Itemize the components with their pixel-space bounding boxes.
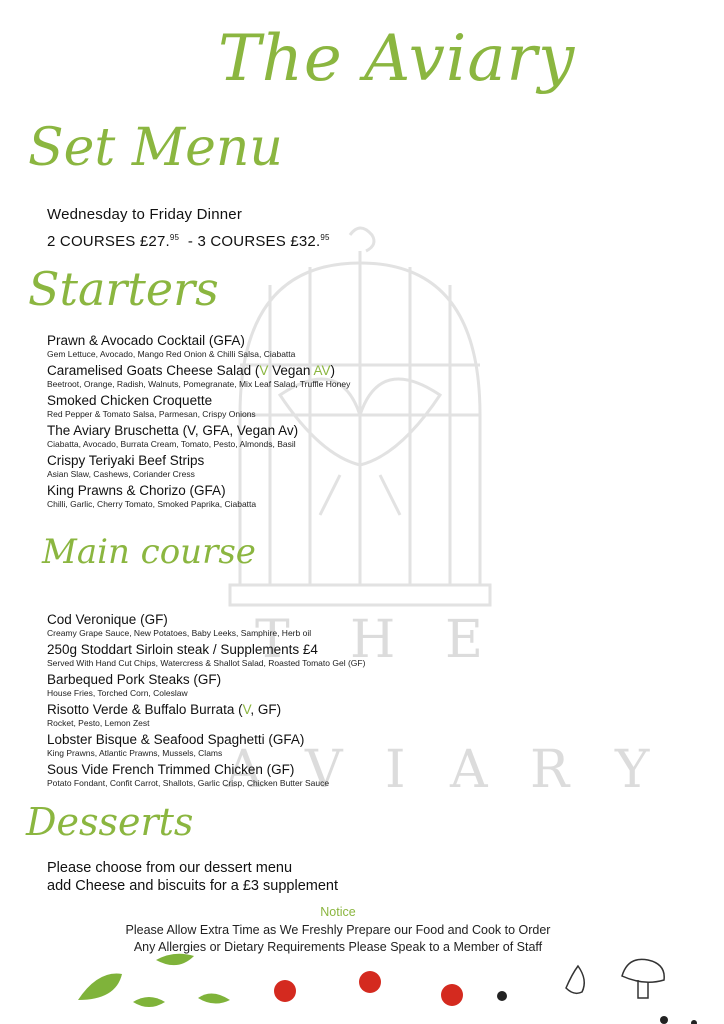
starters-list bbox=[47, 333, 567, 513]
notice-line: Any Allergies or Dietary Requirements Please Speak to a Member of Staff bbox=[133, 940, 543, 954]
item-name bbox=[47, 702, 567, 718]
item-description: King Prawns, Atlantic Prawns, Mussels, Clams bbox=[47, 748, 223, 758]
item-name-part: Vegan bbox=[268, 363, 314, 378]
dessert-line: add Cheese and biscuits for a £3 supplement bbox=[47, 878, 338, 894]
menu-item bbox=[47, 393, 567, 420]
dinner-days: Wednesday to Friday Dinner bbox=[47, 206, 243, 223]
item-name: Crispy Teriyaki Beef Strips bbox=[47, 453, 205, 468]
item-name: 250g Stoddart Sirloin steak / Supplements £4 bbox=[47, 642, 318, 657]
menu-item bbox=[47, 333, 567, 360]
menu-item bbox=[47, 423, 567, 450]
item-name bbox=[47, 363, 567, 379]
item-description: Asian Slaw, Cashews, Coriander Cress bbox=[47, 469, 195, 479]
menu-item bbox=[47, 612, 567, 639]
menu-item bbox=[47, 453, 567, 480]
menu-item bbox=[47, 762, 567, 789]
vegetarian-mark: V bbox=[259, 363, 269, 378]
item-description: Chilli, Garlic, Cherry Tomato, Smoked Paprika, Ciabatta bbox=[47, 499, 257, 509]
watermark-letter: E bbox=[445, 610, 483, 670]
item-name: Cod Veronique (GF) bbox=[47, 612, 168, 627]
item-name: Smoked Chicken Croquette bbox=[47, 393, 213, 408]
menu-item bbox=[47, 672, 567, 699]
desserts-heading: Desserts bbox=[26, 800, 194, 844]
item-description: Ciabatta, Avocado, Burrata Cream, Tomato, Pesto, Almonds, Basil bbox=[47, 439, 296, 449]
price-three-courses: - 3 COURSES £32. bbox=[183, 233, 321, 250]
set-menu-heading: Set Menu bbox=[28, 118, 283, 178]
menu-item bbox=[47, 363, 567, 390]
notice-title: Notice bbox=[320, 905, 356, 919]
price-three-pence: 95 bbox=[320, 233, 330, 242]
notice-line: Please Allow Extra Time as We Freshly Prepare our Food and Cook to Order bbox=[125, 923, 551, 937]
watermark-letter: Y bbox=[615, 740, 650, 800]
watermark-letter: A bbox=[225, 740, 263, 800]
cherry-tomato-icon bbox=[274, 971, 463, 1006]
item-description: House Fries, Torched Corn, Coleslaw bbox=[47, 688, 188, 698]
item-name-part: ) bbox=[330, 363, 335, 378]
starters-heading: Starters bbox=[28, 262, 219, 316]
watermark-letter: R bbox=[530, 740, 570, 800]
item-name: Prawn & Avocado Cocktail (GFA) bbox=[47, 333, 245, 348]
item-name: Barbequed Pork Steaks (GF) bbox=[47, 672, 222, 687]
item-description: Potato Fondant, Confit Carrot, Shallots, Garlic Crisp, Chicken Butter Sauce bbox=[47, 778, 330, 788]
item-name-part: Caramelised Goats Cheese Salad ( bbox=[47, 363, 260, 378]
main-course-heading: Main course bbox=[42, 532, 256, 572]
mains-list bbox=[47, 612, 567, 792]
item-description: Gem Lettuce, Avocado, Mango Red Onion & Chilli Salsa, Ciabatta bbox=[47, 349, 296, 359]
item-name-part: , GF) bbox=[250, 702, 282, 717]
item-description: Red Pepper & Tomato Salsa, Parmesan, Crispy Onions bbox=[47, 409, 256, 419]
watermark-letter: V bbox=[305, 740, 343, 800]
item-name: Lobster Bisque & Seafood Spaghetti (GFA) bbox=[47, 732, 305, 747]
item-description: Served With Hand Cut Chips, Watercress & Shallot Salad, Roasted Tomato Gel (GF) bbox=[47, 658, 366, 668]
dessert-line: Please choose from our dessert menu bbox=[47, 860, 293, 876]
price-two-courses: 2 COURSES £27. bbox=[47, 233, 170, 250]
item-name: The Aviary Bruschetta (V, GFA, Vegan Av) bbox=[47, 423, 299, 438]
item-description: Creamy Grape Sauce, New Potatoes, Baby Leeks, Samphire, Herb oil bbox=[47, 628, 312, 638]
item-description: Beetroot, Orange, Radish, Walnuts, Pomegranate, Mix Leaf Salad, Truffle Honey bbox=[47, 379, 351, 389]
item-description: Rocket, Pesto, Lemon Zest bbox=[47, 718, 150, 728]
menu-item bbox=[47, 702, 567, 729]
watermark-letter: I bbox=[385, 740, 406, 800]
dessert-note bbox=[47, 859, 338, 895]
course-prices bbox=[47, 233, 330, 250]
watermark-letter: T bbox=[255, 610, 290, 670]
item-name-part: Risotto Verde & Buffalo Burrata ( bbox=[47, 702, 243, 717]
watermark-letter: A bbox=[450, 740, 488, 800]
garlic-icon bbox=[566, 966, 584, 993]
watermark-letter: H bbox=[350, 610, 396, 670]
peppercorn-icon bbox=[497, 991, 697, 1024]
mushroom-icon bbox=[622, 959, 664, 998]
price-two-pence: 95 bbox=[169, 233, 180, 242]
menu-item bbox=[47, 483, 567, 510]
item-name: Sous Vide French Trimmed Chicken (GF) bbox=[47, 762, 295, 777]
item-name: King Prawns & Chorizo (GFA) bbox=[47, 483, 226, 498]
food-illustrations bbox=[0, 940, 724, 1024]
brand-title: The Aviary bbox=[218, 22, 576, 96]
menu-item bbox=[47, 732, 567, 759]
vegetarian-mark: V bbox=[242, 702, 251, 717]
vegan-mark: AV bbox=[313, 363, 331, 378]
menu-item bbox=[47, 642, 567, 669]
basil-leaf-icon bbox=[78, 954, 230, 1007]
